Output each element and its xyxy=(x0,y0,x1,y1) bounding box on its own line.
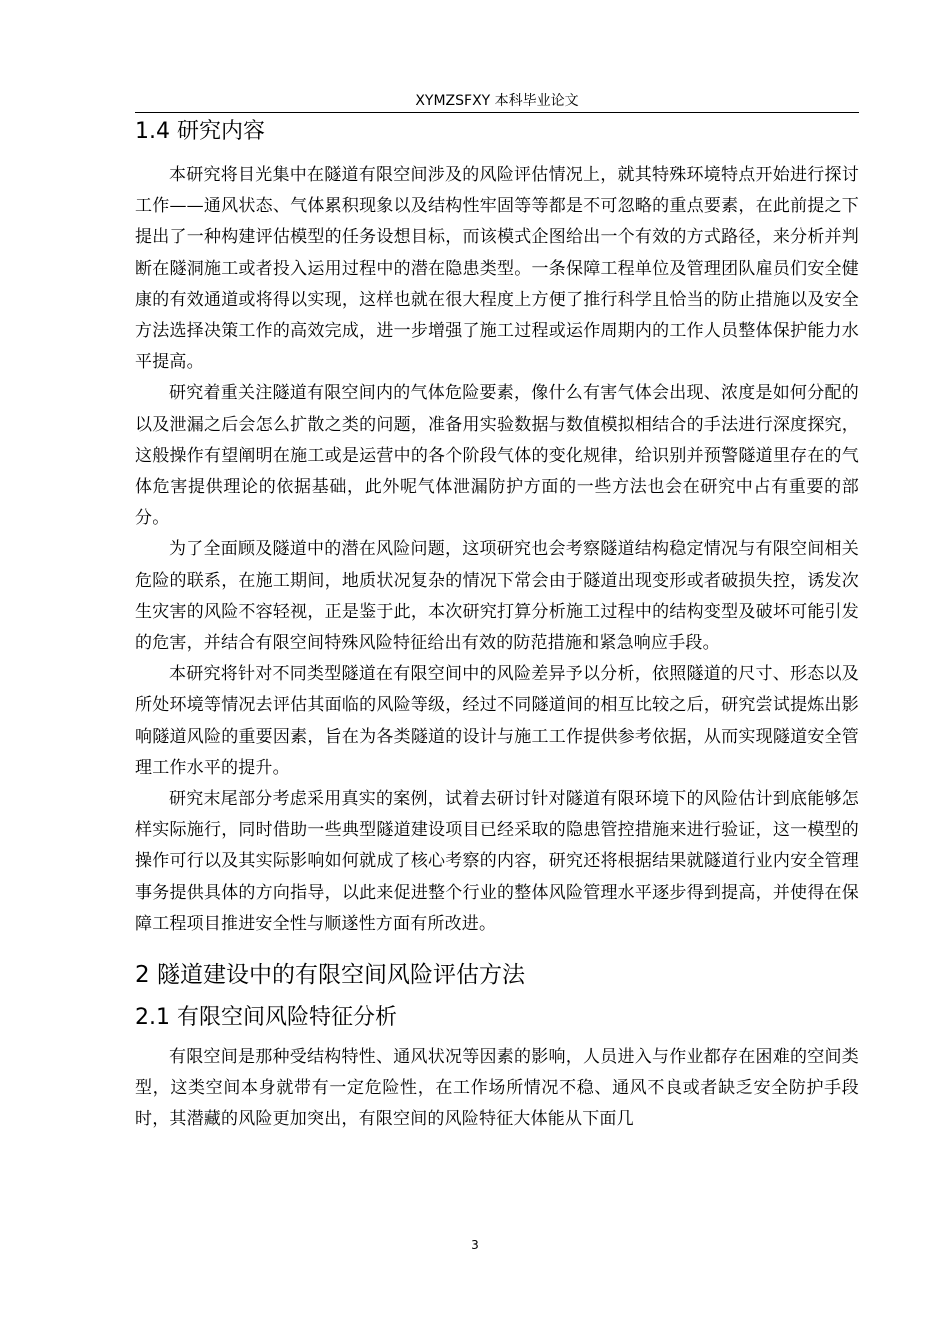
page-content xyxy=(135,116,859,1136)
chapter-heading-2: 2 隧道建设中的有限空间风险评估方法 xyxy=(135,962,525,989)
section-heading-1-4: 1.4 研究内容 xyxy=(135,119,265,144)
section-heading-2-1: 2.1 有限空间风险特征分析 xyxy=(135,1005,397,1031)
paragraph: 研究末尾部分考虑采用真实的案例，试着去研讨针对隧道有限环境下的风险估计到底能够怎样实际施行，同时借助一些典型隧道建设项目已经采取的隐患管控措施来进行验证，这一模型的操作可行以及其实际影响如何就成了核心考察的内容，研究还将根据结果就隧道行业内安全管理事务提供具体的方向指导，以此来促进整个行业的整体风险管理水平逐步得到提高，并使得在保障工程项目推进安全性与顺遂性方面有所改进。 xyxy=(135,789,859,934)
paragraph: 有限空间是那种受结构特性、通风状况等因素的影响，人员进入与作业都存在困难的空间类型，这类空间本身就带有一定危险性，在工作场所情况不稳、通风不良或者缺乏安全防护手段时，其潜藏的风险更加突出，有限空间的风险特征大体能从下面几 xyxy=(135,1047,859,1130)
paragraph: 本研究将目光集中在隧道有限空间涉及的风险评估情况上，就其特殊环境特点开始进行探讨工作——通风状态、气体累积现象以及结构性牢固等等都是不可忽略的重点要素，在此前提之下提出了一种构建评估模型的任务设想目标，而该模式企图给出一个有效的方式路径，来分析并判断在隧洞施工或者投入运用过程中的潜在隐患类型。一条保障工程单位及管理团队雇员们安全健康的有效通道或将得以实现，这样也就在很大程度上方便了推行科学且恰当的防止措施以及安全方法选择决策工作的高效完成，进一步增强了施工过程或运作周期内的工作人员整体保护能力水平提高。 xyxy=(135,165,859,373)
page-header: XYMZSFXY 本科毕业论文 xyxy=(135,90,859,113)
page-number: 3 xyxy=(471,1238,479,1252)
paragraph: 为了全面顾及隧道中的潜在风险问题，这项研究也会考察隧道结构稳定情况与有限空间相关危险的联系，在施工期间，地质状况复杂的情况下常会由于隧道出现变形或者破损失控，诱发次生灾害的风险不容轻视，正是鉴于此，本次研究打算分析施工过程中的结构变型及破坏可能引发的危害，并结合有限空间特殊风险特征给出有效的防范措施和紧急响应手段。 xyxy=(135,539,859,654)
paragraph: 本研究将针对不同类型隧道在有限空间中的风险差异予以分析，依照隧道的尺寸、形态以及所处环境等情况去评估其面临的风险等级，经过不同隧道间的相互比较之后，研究尝试提炼出影响隧道风险的重要因素，旨在为各类隧道的设计与施工工作提供参考依据，从而实现隧道安全管理工作水平的提升。 xyxy=(135,664,859,778)
paragraph: 研究着重关注隧道有限空间内的气体危险要素，像什么有害气体会出现、浓度是如何分配的以及泄漏之后会怎么扩散之类的问题，准备用实验数据与数值模拟相结合的手法进行深度探究，这般操作有望阐明在施工或是运营中的各个阶段气体的变化规律，给识别并预警隧道里存在的气体危害提供理论的依据基础，此外呢气体泄漏防护方面的一些方法也会在研究中占有重要的部分。 xyxy=(135,383,859,529)
